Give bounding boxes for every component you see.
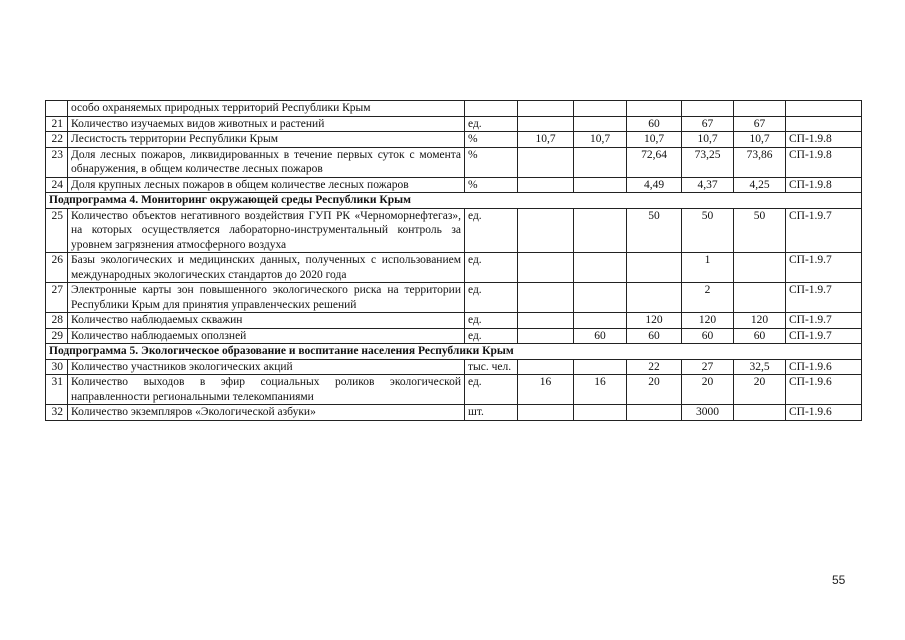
value-cell — [574, 177, 627, 193]
unit-cell: % — [465, 132, 518, 148]
indicator-name: Электронные карты зон повышенного экологического риска на территории Республики Крым для принятия управленческих решений — [68, 283, 465, 313]
value-cell: 50 — [627, 208, 682, 253]
unit-cell: ед. — [465, 313, 518, 329]
value-cell — [627, 283, 682, 313]
code-cell: СП-1.9.7 — [786, 283, 862, 313]
indicator-name: Количество наблюдаемых скважин — [68, 313, 465, 329]
indicator-name: Количество изучаемых видов животных и растений — [68, 116, 465, 132]
table-row — [46, 375, 862, 405]
row-number: 29 — [46, 328, 68, 344]
value-cell — [518, 405, 574, 421]
value-cell — [734, 405, 786, 421]
table-row — [46, 283, 862, 313]
code-cell: СП-1.9.7 — [786, 253, 862, 283]
value-cell: 67 — [734, 116, 786, 132]
row-number: 25 — [46, 208, 68, 253]
code-cell: СП-1.9.6 — [786, 405, 862, 421]
indicator-name: Количество объектов негативного воздействия ГУП РК «Черноморнефтегаз», на которых осуществляется лабораторно-инструментальный контроль за уровнем загрязнения атмосферного воздуха — [68, 208, 465, 253]
row-number: 22 — [46, 132, 68, 148]
unit-cell: ед. — [465, 116, 518, 132]
value-cell: 50 — [734, 208, 786, 253]
value-cell: 60 — [574, 328, 627, 344]
value-cell: 67 — [682, 116, 734, 132]
value-cell: 20 — [627, 375, 682, 405]
value-cell — [574, 208, 627, 253]
code-cell: СП-1.9.6 — [786, 375, 862, 405]
value-cell: 60 — [627, 116, 682, 132]
value-cell: 2 — [682, 283, 734, 313]
indicators-table — [45, 100, 862, 421]
table-body — [46, 101, 862, 421]
value-cell — [627, 101, 682, 117]
row-number: 28 — [46, 313, 68, 329]
value-cell: 50 — [682, 208, 734, 253]
table-row — [46, 132, 862, 148]
section-header-row — [46, 193, 862, 209]
indicator-name: Количество выходов в эфир социальных роликов экологической направленности региональными телекомпаниями — [68, 375, 465, 405]
value-cell: 10,7 — [734, 132, 786, 148]
code-cell: СП-1.9.7 — [786, 313, 862, 329]
table-row — [46, 313, 862, 329]
table-row — [46, 101, 862, 117]
code-cell: СП-1.9.7 — [786, 208, 862, 253]
value-cell — [518, 208, 574, 253]
value-cell — [518, 116, 574, 132]
value-cell — [518, 283, 574, 313]
value-cell: 120 — [682, 313, 734, 329]
value-cell — [574, 147, 627, 177]
row-number: 31 — [46, 375, 68, 405]
table-row — [46, 359, 862, 375]
value-cell — [574, 405, 627, 421]
value-cell — [518, 313, 574, 329]
value-cell — [518, 101, 574, 117]
value-cell: 20 — [734, 375, 786, 405]
value-cell: 27 — [682, 359, 734, 375]
unit-cell: % — [465, 177, 518, 193]
value-cell — [734, 101, 786, 117]
value-cell: 10,7 — [627, 132, 682, 148]
code-cell: СП-1.9.6 — [786, 359, 862, 375]
unit-cell — [465, 101, 518, 117]
code-cell: СП-1.9.7 — [786, 328, 862, 344]
indicator-name: Количество экземпляров «Экологической азбуки» — [68, 405, 465, 421]
row-number: 23 — [46, 147, 68, 177]
indicator-name: Базы экологических и медицинских данных, полученных с использованием международных экологических стандартов до 2020 года — [68, 253, 465, 283]
row-number: 24 — [46, 177, 68, 193]
value-cell: 10,7 — [574, 132, 627, 148]
value-cell: 120 — [627, 313, 682, 329]
section-header-row — [46, 344, 862, 360]
code-cell — [786, 101, 862, 117]
table-row — [46, 116, 862, 132]
code-cell: СП-1.9.8 — [786, 132, 862, 148]
unit-cell: ед. — [465, 283, 518, 313]
section-title: Подпрограмма 4. Мониторинг окружающей среды Республики Крым — [46, 193, 862, 209]
row-number — [46, 101, 68, 117]
unit-cell: % — [465, 147, 518, 177]
value-cell — [627, 253, 682, 283]
value-cell: 73,86 — [734, 147, 786, 177]
table-row — [46, 328, 862, 344]
value-cell: 4,37 — [682, 177, 734, 193]
indicator-name: Количество участников экологических акций — [68, 359, 465, 375]
indicator-name: Доля лесных пожаров, ликвидированных в течение первых суток с момента обнаружения, в общем количестве лесных пожаров — [68, 147, 465, 177]
value-cell: 16 — [574, 375, 627, 405]
unit-cell: ед. — [465, 208, 518, 253]
table-row — [46, 147, 862, 177]
unit-cell: тыс. чел. — [465, 359, 518, 375]
value-cell — [518, 147, 574, 177]
value-cell — [518, 253, 574, 283]
section-title: Подпрограмма 5. Экологическое образование и воспитание населения Республики Крым — [46, 344, 862, 360]
value-cell: 120 — [734, 313, 786, 329]
value-cell — [574, 253, 627, 283]
row-number: 27 — [46, 283, 68, 313]
value-cell: 22 — [627, 359, 682, 375]
value-cell — [574, 359, 627, 375]
value-cell: 10,7 — [682, 132, 734, 148]
page-number: 55 — [832, 573, 846, 587]
value-cell — [518, 177, 574, 193]
value-cell: 4,49 — [627, 177, 682, 193]
indicator-name: Доля крупных лесных пожаров в общем количестве лесных пожаров — [68, 177, 465, 193]
indicator-name: особо охраняемых природных территорий Республики Крым — [68, 101, 465, 117]
value-cell: 1 — [682, 253, 734, 283]
table-row — [46, 405, 862, 421]
value-cell: 60 — [627, 328, 682, 344]
unit-cell: ед. — [465, 253, 518, 283]
value-cell — [518, 328, 574, 344]
code-cell — [786, 116, 862, 132]
code-cell: СП-1.9.8 — [786, 147, 862, 177]
value-cell — [574, 101, 627, 117]
table-row — [46, 253, 862, 283]
code-cell: СП-1.9.8 — [786, 177, 862, 193]
unit-cell: ед. — [465, 375, 518, 405]
value-cell: 10,7 — [518, 132, 574, 148]
table-row — [46, 208, 862, 253]
unit-cell: шт. — [465, 405, 518, 421]
row-number: 26 — [46, 253, 68, 283]
row-number: 32 — [46, 405, 68, 421]
value-cell — [682, 101, 734, 117]
value-cell: 16 — [518, 375, 574, 405]
table-row — [46, 177, 862, 193]
value-cell: 60 — [734, 328, 786, 344]
value-cell: 20 — [682, 375, 734, 405]
value-cell: 60 — [682, 328, 734, 344]
value-cell — [518, 359, 574, 375]
value-cell — [734, 253, 786, 283]
unit-cell: ед. — [465, 328, 518, 344]
value-cell — [574, 116, 627, 132]
value-cell: 4,25 — [734, 177, 786, 193]
value-cell — [627, 405, 682, 421]
value-cell: 72,64 — [627, 147, 682, 177]
value-cell — [734, 283, 786, 313]
value-cell — [574, 283, 627, 313]
row-number: 30 — [46, 359, 68, 375]
value-cell: 3000 — [682, 405, 734, 421]
row-number: 21 — [46, 116, 68, 132]
value-cell: 32,5 — [734, 359, 786, 375]
indicator-name: Лесистость территории Республики Крым — [68, 132, 465, 148]
value-cell: 73,25 — [682, 147, 734, 177]
indicator-name: Количество наблюдаемых оползней — [68, 328, 465, 344]
value-cell — [574, 313, 627, 329]
